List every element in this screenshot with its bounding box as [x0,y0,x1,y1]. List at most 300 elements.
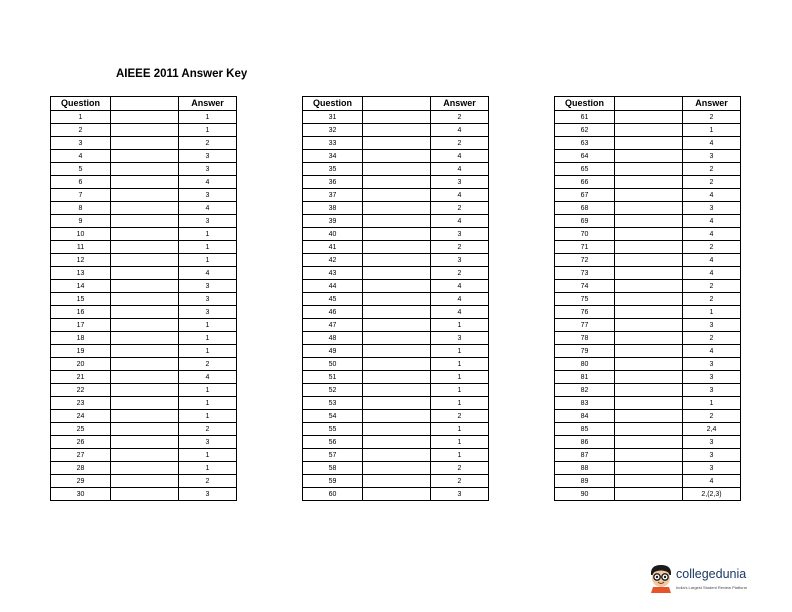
question-number: 42 [303,254,363,267]
answer-value: 2,(2,3) [683,488,741,501]
answer-value: 3 [683,462,741,475]
answer-value: 4 [179,176,237,189]
blank-cell [111,241,179,254]
table-row [303,306,489,319]
blank-header [111,97,179,111]
question-number: 15 [51,293,111,306]
question-number: 38 [303,202,363,215]
table-row [555,306,741,319]
question-header: Question [51,97,111,111]
blank-cell [111,423,179,436]
blank-cell [615,345,683,358]
blank-cell [615,150,683,163]
blank-cell [363,332,431,345]
blank-cell [111,462,179,475]
answer-table-2 [302,96,489,501]
answer-value: 4 [431,293,489,306]
table-row [51,241,237,254]
blank-cell [363,423,431,436]
blank-cell [363,319,431,332]
question-number: 77 [555,319,615,332]
question-number: 83 [555,397,615,410]
table-row [555,449,741,462]
table-row [303,397,489,410]
question-number: 68 [555,202,615,215]
answer-value: 3 [683,319,741,332]
answer-value: 3 [683,150,741,163]
answer-value: 4 [431,215,489,228]
blank-cell [615,397,683,410]
table-row [555,423,741,436]
table-row [51,228,237,241]
table-row [555,124,741,137]
table-row [303,267,489,280]
table-row [303,241,489,254]
answer-value: 3 [179,436,237,449]
blank-cell [363,137,431,150]
question-number: 60 [303,488,363,501]
question-number: 54 [303,410,363,423]
question-number: 40 [303,228,363,241]
table-row [51,215,237,228]
table-row [51,332,237,345]
table-row [555,202,741,215]
table-row [303,345,489,358]
question-number: 31 [303,111,363,124]
answer-value: 3 [179,215,237,228]
question-number: 59 [303,475,363,488]
table-row [51,358,237,371]
question-number: 51 [303,371,363,384]
table-row [303,371,489,384]
blank-cell [363,150,431,163]
answer-value: 2 [431,462,489,475]
question-number: 2 [51,124,111,137]
table-row [51,163,237,176]
question-number: 17 [51,319,111,332]
answer-header: Answer [431,97,489,111]
blank-cell [111,345,179,358]
question-number: 65 [555,163,615,176]
blank-cell [111,254,179,267]
blank-cell [363,371,431,384]
blank-cell [363,462,431,475]
blank-cell [111,228,179,241]
answer-value: 2 [683,111,741,124]
answer-value: 1 [179,124,237,137]
answer-value: 4 [683,267,741,280]
table-row [555,462,741,475]
table-row [51,189,237,202]
table-row [555,475,741,488]
blank-cell [111,319,179,332]
blank-cell [615,410,683,423]
blank-cell [615,319,683,332]
question-number: 81 [555,371,615,384]
answer-value: 1 [683,397,741,410]
question-number: 25 [51,423,111,436]
answer-value: 4 [683,254,741,267]
table-row [555,384,741,397]
question-number: 80 [555,358,615,371]
answer-value: 2 [431,111,489,124]
answer-value: 4 [683,228,741,241]
table-row [51,124,237,137]
question-number: 16 [51,306,111,319]
table-row [51,280,237,293]
question-number: 47 [303,319,363,332]
blank-cell [363,228,431,241]
blank-cell [363,306,431,319]
blank-cell [615,267,683,280]
blank-cell [615,202,683,215]
answer-value: 1 [179,241,237,254]
blank-cell [363,215,431,228]
answer-value: 2 [683,293,741,306]
question-number: 78 [555,332,615,345]
question-number: 23 [51,397,111,410]
question-number: 74 [555,280,615,293]
answer-value: 3 [179,306,237,319]
answer-value: 3 [179,189,237,202]
table-row [51,488,237,501]
blank-cell [615,423,683,436]
blank-cell [111,215,179,228]
question-number: 37 [303,189,363,202]
question-number: 5 [51,163,111,176]
blank-cell [615,436,683,449]
table-row [303,475,489,488]
answer-value: 1 [431,436,489,449]
answer-value: 2 [683,332,741,345]
table-row [51,384,237,397]
blank-cell [615,462,683,475]
question-number: 20 [51,358,111,371]
question-number: 87 [555,449,615,462]
table-row [555,293,741,306]
table-row [555,228,741,241]
question-number: 85 [555,423,615,436]
table-row [555,410,741,423]
answer-value: 3 [431,228,489,241]
question-number: 58 [303,462,363,475]
table-row [303,410,489,423]
question-number: 8 [51,202,111,215]
answer-value: 1 [431,384,489,397]
answer-value: 4 [179,371,237,384]
blank-cell [111,384,179,397]
question-number: 69 [555,215,615,228]
question-number: 76 [555,306,615,319]
answer-value: 1 [431,423,489,436]
question-number: 7 [51,189,111,202]
question-number: 18 [51,332,111,345]
table-row [555,371,741,384]
answer-value: 1 [431,397,489,410]
blank-cell [363,254,431,267]
question-number: 33 [303,137,363,150]
blank-cell [111,176,179,189]
blank-header [363,97,431,111]
blank-cell [615,384,683,397]
blank-cell [111,371,179,384]
answer-header: Answer [179,97,237,111]
blank-cell [363,189,431,202]
blank-cell [363,345,431,358]
question-number: 70 [555,228,615,241]
table-row [51,410,237,423]
question-number: 84 [555,410,615,423]
question-number: 27 [51,449,111,462]
question-number: 11 [51,241,111,254]
question-number: 4 [51,150,111,163]
question-number: 62 [555,124,615,137]
blank-cell [615,280,683,293]
answer-value: 1 [179,345,237,358]
answer-value: 3 [683,358,741,371]
blank-cell [615,332,683,345]
table-row [51,111,237,124]
answer-value: 1 [431,449,489,462]
answer-value: 3 [179,280,237,293]
blank-cell [615,475,683,488]
question-number: 13 [51,267,111,280]
answer-value: 2 [431,475,489,488]
answer-value: 2 [683,241,741,254]
question-number: 12 [51,254,111,267]
table-row [303,449,489,462]
table-row [303,111,489,124]
question-number: 28 [51,462,111,475]
blank-cell [111,397,179,410]
question-number: 3 [51,137,111,150]
question-number: 44 [303,280,363,293]
table-row [303,462,489,475]
table-row [555,163,741,176]
table-row [51,371,237,384]
table-row [51,150,237,163]
question-number: 55 [303,423,363,436]
blank-cell [615,163,683,176]
table-row [303,488,489,501]
table-row [555,137,741,150]
logo-name: collegedunia [676,567,747,581]
blank-cell [111,332,179,345]
answer-value: 3 [683,449,741,462]
blank-cell [363,410,431,423]
blank-cell [615,111,683,124]
table-row [555,397,741,410]
table-row [303,150,489,163]
table-row [51,436,237,449]
blank-cell [615,176,683,189]
answer-value: 3 [431,254,489,267]
table-row [555,111,741,124]
answer-value: 2 [179,475,237,488]
answer-value: 1 [179,449,237,462]
answer-value: 1 [179,332,237,345]
blank-cell [111,163,179,176]
logo-tagline: India's Largest Student Review Platform [676,585,748,590]
answer-value: 1 [179,319,237,332]
table-row [303,124,489,137]
blank-cell [615,358,683,371]
question-number: 35 [303,163,363,176]
table-row [555,319,741,332]
question-number: 50 [303,358,363,371]
table-row [51,319,237,332]
blank-cell [363,241,431,254]
answer-value: 3 [179,488,237,501]
question-number: 45 [303,293,363,306]
question-number: 71 [555,241,615,254]
blank-cell [111,475,179,488]
table-row [555,176,741,189]
question-number: 61 [555,111,615,124]
answer-value: 1 [179,228,237,241]
blank-cell [363,124,431,137]
table-row [51,397,237,410]
question-number: 36 [303,176,363,189]
collegedunia-logo [648,563,768,595]
answer-value: 3 [431,488,489,501]
blank-cell [111,111,179,124]
question-number: 66 [555,176,615,189]
table-row [51,254,237,267]
blank-cell [363,449,431,462]
question-number: 32 [303,124,363,137]
blank-cell [615,137,683,150]
blank-cell [615,371,683,384]
table-row [51,137,237,150]
table-row [51,306,237,319]
question-number: 67 [555,189,615,202]
question-number: 72 [555,254,615,267]
page-title: AIEEE 2011 Answer Key [116,68,248,80]
blank-cell [615,189,683,202]
answer-value: 2 [431,137,489,150]
question-number: 1 [51,111,111,124]
question-number: 6 [51,176,111,189]
blank-cell [363,436,431,449]
blank-cell [111,410,179,423]
question-number: 21 [51,371,111,384]
table-row [303,384,489,397]
table-row [555,358,741,371]
answer-value: 1 [179,384,237,397]
answer-value: 4 [431,189,489,202]
answer-value: 1 [179,111,237,124]
question-number: 43 [303,267,363,280]
answer-value: 4 [431,306,489,319]
answer-value: 2 [179,423,237,436]
answer-value: 2,4 [683,423,741,436]
answer-value: 2 [431,267,489,280]
answer-value: 3 [431,176,489,189]
table-row [555,150,741,163]
table-row [555,436,741,449]
answer-value: 3 [683,384,741,397]
blank-cell [615,293,683,306]
blank-cell [111,267,179,280]
answer-value: 4 [683,189,741,202]
answer-value: 1 [179,397,237,410]
table-row [555,215,741,228]
answer-value: 3 [683,202,741,215]
table-row [51,462,237,475]
blank-cell [615,241,683,254]
blank-cell [111,150,179,163]
answer-value: 2 [683,176,741,189]
blank-cell [111,280,179,293]
question-number: 26 [51,436,111,449]
answer-value: 1 [431,358,489,371]
question-number: 19 [51,345,111,358]
answer-value: 2 [179,137,237,150]
answer-value: 2 [431,410,489,423]
blank-cell [111,488,179,501]
answer-value: 4 [683,137,741,150]
table-row [555,332,741,345]
blank-cell [615,449,683,462]
answer-value: 1 [179,254,237,267]
answer-value: 3 [683,371,741,384]
question-number: 41 [303,241,363,254]
table-row [51,345,237,358]
mascot-icon [648,563,674,593]
table-row [555,267,741,280]
table-row [555,345,741,358]
question-number: 52 [303,384,363,397]
table-row [303,293,489,306]
blank-cell [363,267,431,280]
table-row [51,202,237,215]
answer-value: 4 [431,124,489,137]
table-row [303,202,489,215]
blank-cell [363,163,431,176]
question-header: Question [303,97,363,111]
table-row [303,423,489,436]
question-number: 63 [555,137,615,150]
blank-cell [111,449,179,462]
blank-cell [111,202,179,215]
table-row [555,189,741,202]
question-number: 88 [555,462,615,475]
table-row [51,293,237,306]
table-row [303,176,489,189]
question-number: 39 [303,215,363,228]
answer-value: 1 [431,371,489,384]
answer-value: 3 [431,332,489,345]
answer-value: 1 [179,462,237,475]
table-row [303,137,489,150]
table-row [303,163,489,176]
table-row [303,358,489,371]
blank-cell [615,254,683,267]
answer-value: 4 [431,150,489,163]
blank-cell [363,176,431,189]
blank-cell [111,124,179,137]
answer-value: 3 [179,150,237,163]
table-row [303,228,489,241]
table-row [555,280,741,293]
blank-cell [111,137,179,150]
answer-table-1 [50,96,237,501]
answer-table-3 [554,96,741,501]
answer-value: 2 [683,280,741,293]
question-number: 64 [555,150,615,163]
question-number: 46 [303,306,363,319]
